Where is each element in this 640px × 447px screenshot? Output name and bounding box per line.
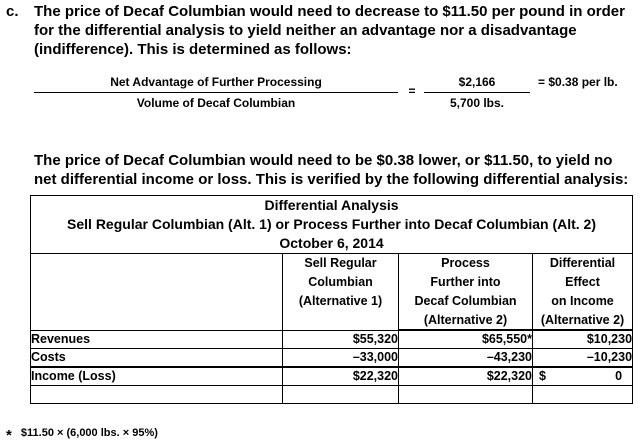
header-differential-line: (Alternative 2) — [533, 311, 632, 330]
row-label: Revenues — [31, 331, 283, 349]
row-value-alt1: $55,320 — [283, 331, 399, 349]
header-alt2-line: (Alternative 2) — [399, 311, 532, 330]
row-value-differential: –10,230 — [533, 349, 633, 368]
row-value-alt2: $22,320 — [399, 367, 533, 386]
table-title-row — [31, 196, 633, 254]
row-value-differential — [533, 367, 633, 386]
row-value-differential: $10,230 — [533, 331, 633, 349]
table-title-cell — [31, 196, 633, 254]
footnote-marker: * — [6, 427, 12, 444]
formula-equals-sign: = — [408, 84, 416, 98]
header-blank — [31, 254, 283, 331]
table-date: October 6, 2014 — [279, 235, 384, 251]
formula-numerator-label: Net Advantage of Further Processing — [110, 75, 322, 89]
intro-paragraph: The price of Decaf Columbian would need to decrease to $11.50 per pound in order for the differential analysis to yield neither an advantage nor a disadvantage (indifference). This is determined as follows: — [34, 3, 625, 58]
table-header-row — [31, 254, 633, 331]
blank-cell — [399, 386, 533, 404]
formula-denominator-label: Volume of Decaf Columbian — [136, 96, 296, 110]
dollar-sign: $ — [539, 369, 546, 383]
footnote-text: $11.50 × (6,000 lbs. × 95%) — [20, 427, 158, 439]
blank-cell — [283, 386, 399, 404]
table-row-income — [31, 367, 633, 386]
formula-denominator-value: 5,700 lbs. — [449, 96, 505, 110]
formula-fraction-rule-left — [34, 92, 398, 93]
row-label: Costs — [31, 349, 283, 368]
footnote — [6, 427, 158, 444]
blank-cell — [31, 386, 283, 404]
header-alt2-line: Further into — [430, 275, 501, 289]
formula-fraction-rule-right — [424, 92, 530, 93]
header-alt1-line: Sell Regular — [304, 256, 377, 270]
header-differential — [533, 254, 633, 331]
row-value-alt2: –43,230 — [399, 349, 533, 368]
row-value-alt1: –33,000 — [283, 349, 399, 368]
table-title: Differential Analysis — [264, 197, 399, 213]
verify-paragraph: The price of Decaf Columbian would need to be $0.38 lower, or $11.50, to yield no net differential income or loss. This is verified by the following differential analysis: — [34, 152, 629, 188]
header-alt2-line: Process — [441, 256, 490, 270]
header-differential-line: Differential — [549, 256, 616, 270]
row-value-alt1: $22,320 — [283, 367, 399, 386]
section-marker: c. — [6, 3, 19, 20]
row-label: Income (Loss) — [31, 367, 283, 386]
header-alt1-line: (Alternative 1) — [298, 294, 383, 308]
header-differential-line: Effect — [565, 275, 600, 289]
header-differential-line: on Income — [551, 294, 614, 308]
row-value-alt2: $65,550* — [399, 331, 533, 349]
table-row-blank — [31, 386, 633, 404]
zero-value: 0 — [615, 369, 623, 383]
blank-cell — [533, 386, 633, 404]
table-row-costs — [31, 349, 633, 368]
header-alt1-line: Columbian — [308, 275, 373, 289]
table-row-revenues — [31, 331, 633, 349]
header-alt2-line: Decaf Columbian — [414, 294, 517, 308]
header-alt2 — [399, 254, 533, 331]
header-alt1 — [283, 254, 399, 331]
table-subtitle: Sell Regular Columbian (Alt. 1) or Process Further into Decaf Columbian (Alt. 2) — [67, 216, 596, 232]
formula-result: = $0.38 per lb. — [538, 75, 618, 89]
formula-numerator-value: $2,166 — [458, 75, 496, 89]
differential-analysis-table — [30, 195, 633, 404]
